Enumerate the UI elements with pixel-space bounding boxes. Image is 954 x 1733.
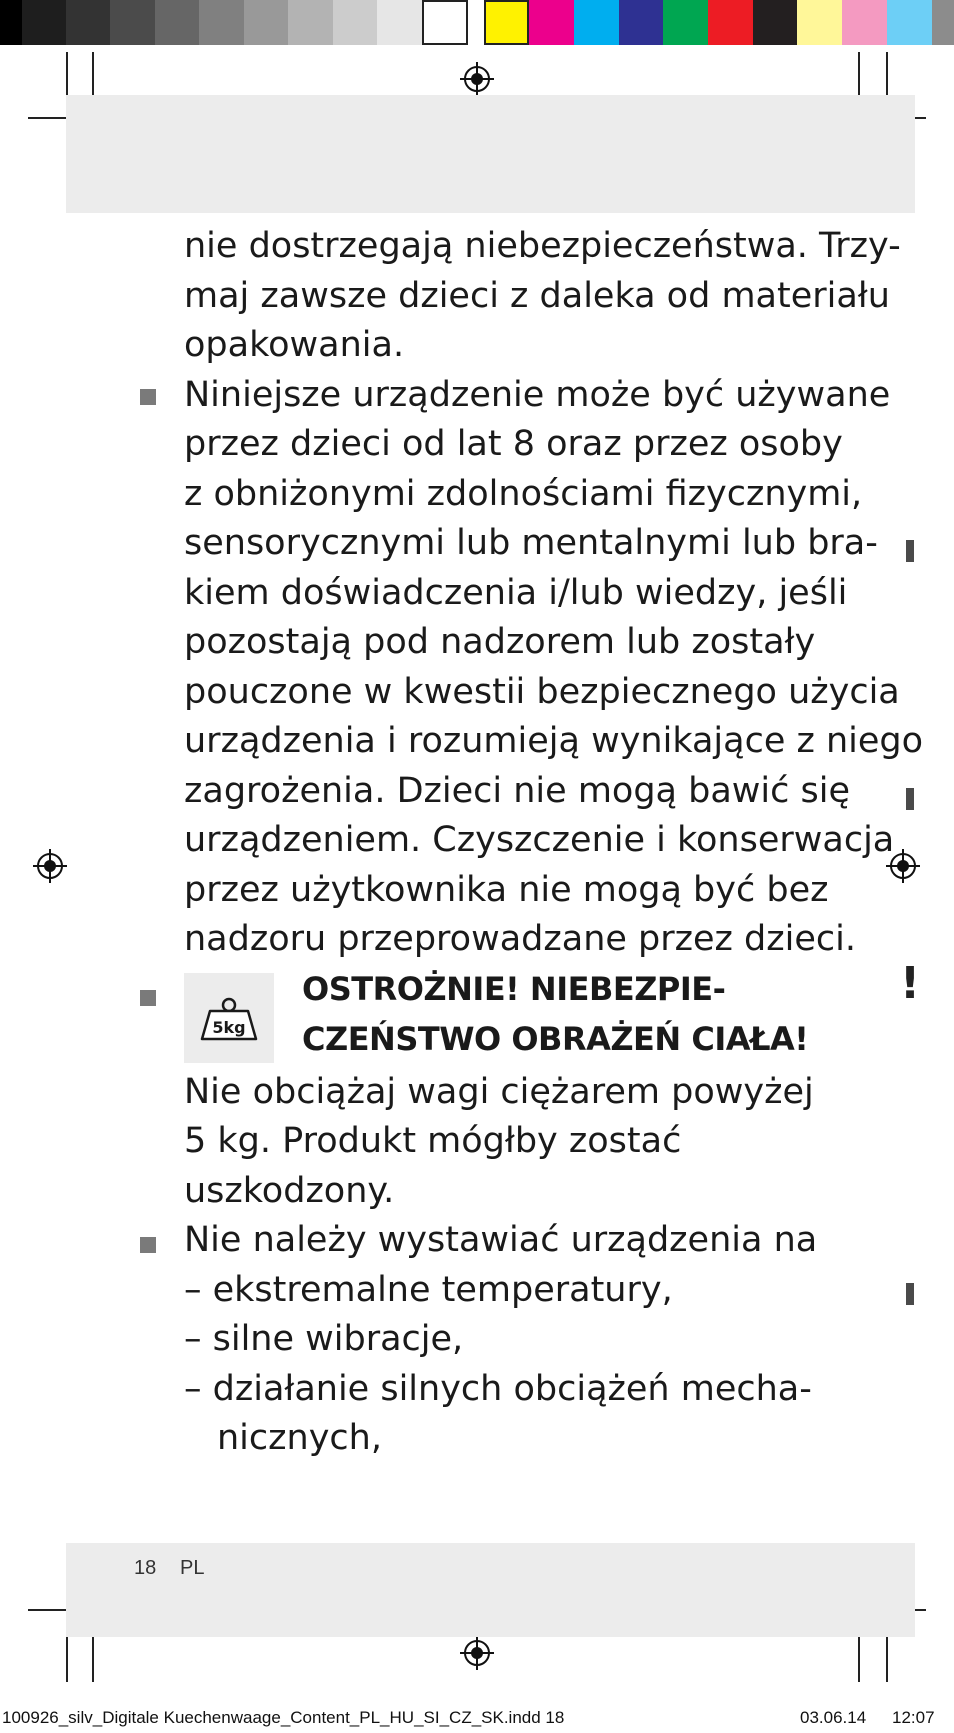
gray-swatch	[22, 0, 66, 45]
weight-icon	[184, 973, 274, 1063]
margin-marker	[906, 1283, 914, 1305]
slug-time: 12:07	[892, 1708, 935, 1727]
registration-mark-icon	[33, 849, 67, 883]
crop-mark	[858, 52, 860, 98]
crop-mark	[66, 1630, 68, 1682]
crop-mark	[858, 1630, 860, 1682]
gray-swatch	[333, 0, 377, 45]
text-line: Nie należy wystawiać urządzenia na	[184, 1220, 818, 1260]
header-panel	[66, 95, 915, 213]
text-line: urządzenia i rozumieją wynikające z niego	[184, 721, 924, 761]
black-swatch	[753, 0, 797, 45]
crop-mark	[92, 52, 94, 98]
list-item-continuation: nicznych,	[217, 1418, 382, 1458]
bullet-square	[140, 990, 156, 1006]
light-cyan-swatch	[887, 0, 932, 45]
language-code: PL	[180, 1557, 205, 1579]
margin-marker	[906, 540, 914, 562]
bullet-square	[140, 1237, 156, 1253]
margin-marker	[906, 788, 914, 810]
list-item: – ekstremalne temperatury,	[184, 1270, 673, 1310]
file-slug: 100926_silv_Digitale Kuechenwaage_Content_PL_HU_SI_CZ_SK.indd 18	[2, 1708, 565, 1727]
text-line: pouczone w kwestii bezpiecznego użycia	[184, 671, 900, 712]
body-text	[184, 222, 924, 965]
pink-swatch	[842, 0, 887, 45]
page-number: 18	[134, 1557, 157, 1579]
list-item: – silne wibracje,	[184, 1319, 464, 1359]
printer-color-bar	[0, 0, 954, 46]
gray-swatch	[66, 0, 110, 45]
gray-swatch	[932, 0, 954, 45]
crop-mark	[28, 117, 66, 119]
crop-mark	[66, 52, 68, 98]
text-line: zagrożenia. Dzieci nie mogą bawić się	[184, 770, 850, 811]
text-line: Niniejsze urządzenie może być używane	[184, 374, 891, 415]
gray-swatch	[199, 0, 244, 45]
text-line: przez użytkownika nie mogą być bez	[184, 869, 829, 910]
warning-title-line: OSTROŻNIE! NIEBEZPIE-	[302, 970, 726, 1008]
red-swatch	[708, 0, 753, 45]
text-line: przez dzieci od lat 8 oraz przez osoby	[184, 424, 843, 464]
gray-swatch	[244, 0, 288, 45]
margin-marker-exclamation: !	[900, 958, 921, 1009]
cyan-swatch	[574, 0, 619, 45]
list-item: – działanie silnych obciążeń mecha-	[184, 1369, 812, 1409]
text-line: Nie obciążaj wagi ciężarem powyżej	[184, 1072, 814, 1112]
text-line: pozostają pod nadzorem lub zostały	[184, 622, 816, 662]
text-line: sensorycznymi lub mentalnymi lub bra-	[184, 523, 878, 563]
weight-warning-icon	[184, 973, 274, 1063]
crop-mark	[886, 1630, 888, 1682]
text-line: urządzeniem. Czyszczenie i konserwacja	[184, 820, 895, 860]
warning-title-line: CZEŃSTWO OBRAŻEŃ CIAŁA!	[302, 1020, 809, 1058]
crop-mark	[92, 1630, 94, 1682]
gray-swatch	[0, 0, 22, 45]
text-line: uszkodzony.	[184, 1171, 395, 1211]
weight-icon-label: 5kg	[212, 1018, 246, 1037]
green-swatch	[663, 0, 708, 45]
text-line: kiem doświadczenia i/lub wiedzy, jeśli	[184, 572, 848, 613]
text-line: nie dostrzegają niebezpieczeństwa. Trzy-	[184, 226, 901, 266]
text-line: z obniżonymi zdolnościami fizycznymi,	[184, 473, 863, 514]
crop-mark	[28, 1609, 66, 1611]
registration-mark-icon	[460, 1636, 494, 1670]
registration-mark-icon	[460, 62, 494, 96]
blue-swatch	[619, 0, 663, 45]
gray-swatch	[110, 0, 155, 45]
yellow-swatch	[484, 0, 529, 45]
magenta-swatch	[529, 0, 574, 45]
text-line: 5 kg. Produkt mógłby zostać	[184, 1121, 682, 1161]
light-yellow-swatch	[797, 0, 842, 45]
warning-title	[302, 964, 808, 1064]
crop-mark	[886, 52, 888, 98]
white-swatch	[422, 0, 468, 45]
text-line: nadzoru przeprowadzane przez dzieci.	[184, 919, 856, 959]
gray-swatch	[288, 0, 333, 45]
gray-swatch	[377, 0, 422, 45]
bullet-square	[140, 389, 156, 405]
gray-swatch	[155, 0, 199, 45]
slug-date: 03.06.14	[800, 1708, 867, 1727]
text-line: opakowania.	[184, 325, 405, 365]
text-line: maj zawsze dzieci z daleka od materiału	[184, 275, 890, 316]
